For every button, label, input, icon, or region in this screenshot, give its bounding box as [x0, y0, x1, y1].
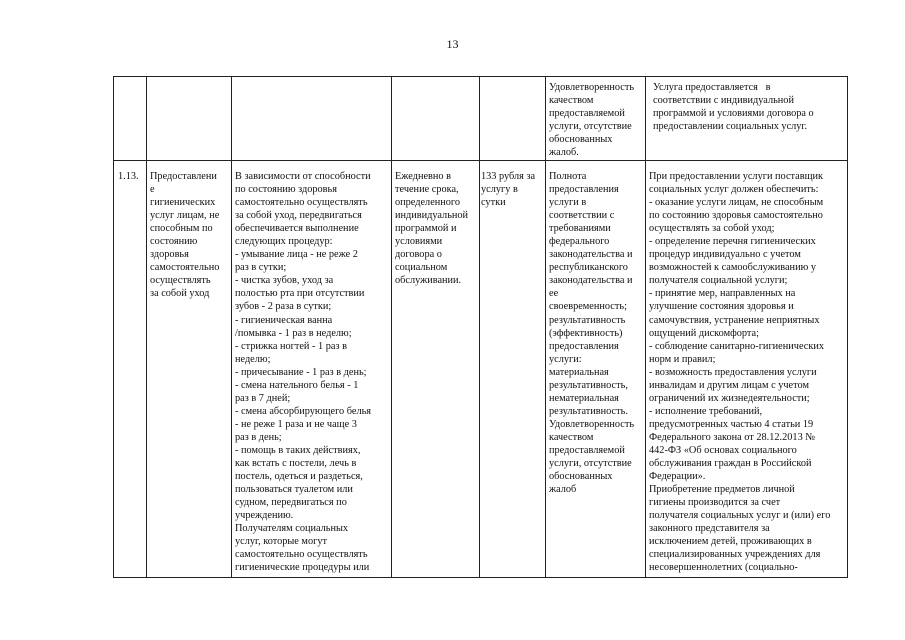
service-name: Предоставлени е гигиенических услуг лицам, не способным по состоянию здоровья самостоятельно осуществлять за собой уход [150, 171, 220, 300]
page-number: 13 [446, 37, 459, 51]
col-border-7 [847, 76, 848, 578]
col-border-1 [146, 76, 147, 578]
col-border-5 [545, 76, 546, 578]
col-border-0 [113, 76, 114, 578]
header-quality-cell: Удовлетворенность качеством предоставляемой услуги, отсутствие обоснованных жалоб. [549, 82, 635, 159]
service-timing: Ежедневно в течение срока, определенного индивидуальной программой и условиями договора о социальном обслуживании. [395, 171, 469, 287]
col-border-6 [645, 76, 646, 578]
service-price: 133 рубля за услугу в сутки [481, 171, 536, 209]
table-top-border [113, 76, 848, 77]
col-border-4 [479, 76, 480, 578]
header-row-divider [113, 160, 848, 161]
col-border-3 [391, 76, 392, 578]
table-bottom-border [113, 577, 848, 578]
quality-criteria: Полнота предоставления услуги в соответствии с требованиями федерального законодательства и республиканского законодательства и ее своевременность; результативность (эффективность) предоставления услуги: материальная результативность, нематериальная результативность. Удовлетворенность качеством предоставляемой услуги, отсутствие обоснованных жалоб [549, 171, 635, 496]
row-number: 1.13. [118, 171, 139, 182]
header-conditions-cell: Услуга предоставляется в соответствии с индивидуальной программой и условиями договора о предоставлении социальных услуг. [653, 82, 814, 133]
col-border-2 [231, 76, 232, 578]
service-conditions: При предоставлении услуги поставщик социальных услуг должен обеспечить: - оказание услуги лицам, не способным по состоянию здоровья самостоятельно осуществлять за собой уход; - определение перечня гигиенических процедур индивидуально с учетом возможностей к самообслуживанию у получателя социальной услуги; - принятие мер, направленных на улучшение состояния здоровья и самочувствия, устранение неприятных ощущений дискомфорта; - соблюдение санитарно-гигиенических норм и правил; - возможность предоставления услуги инвалидам и другим лицам с учетом ограничений их жизнедеятельности; - исполнение требований, предусмотренных частью 4 статьи 19 Федерального закона от 28.12.2013 № 442-ФЗ «Об основах социального обслуживания граждан в Российской Федерации». Приобретение предметов личной гигиены производится за счет получателя социальных услуг и (или) его законного представителя за исключением детей, проживающих в специализированных учреждениях для несовершеннолетних (социально- [649, 171, 831, 574]
service-description: В зависимости от способности по состоянию здоровья самостоятельно осуществлять за собой уход, передвигаться обеспечивается выполнение следующих процедур: - умывание лица - не реже 2 раз в сутки; - чистка зубов, уход за полостью рта при отсутствии зубов - 2 раза в сутки; - гигиеническая ванна /помывка - 1 раз в неделю; - стрижка ногтей - 1 раз в неделю; - причесывание - 1 раз в день; - смена нательного белья - 1 раз в 7 дней; - смена абсорбирующего белья - не реже 1 раза и не чаще 3 раз в день; - помощь в таких действиях, как встать с постели, лечь в постель, одеться и раздеться, пользоваться туалетом или судном, передвигаться по учреждению. Получателям социальных услуг, которые могут самостоятельно осуществлять гигиенические процедуры или [235, 171, 372, 574]
